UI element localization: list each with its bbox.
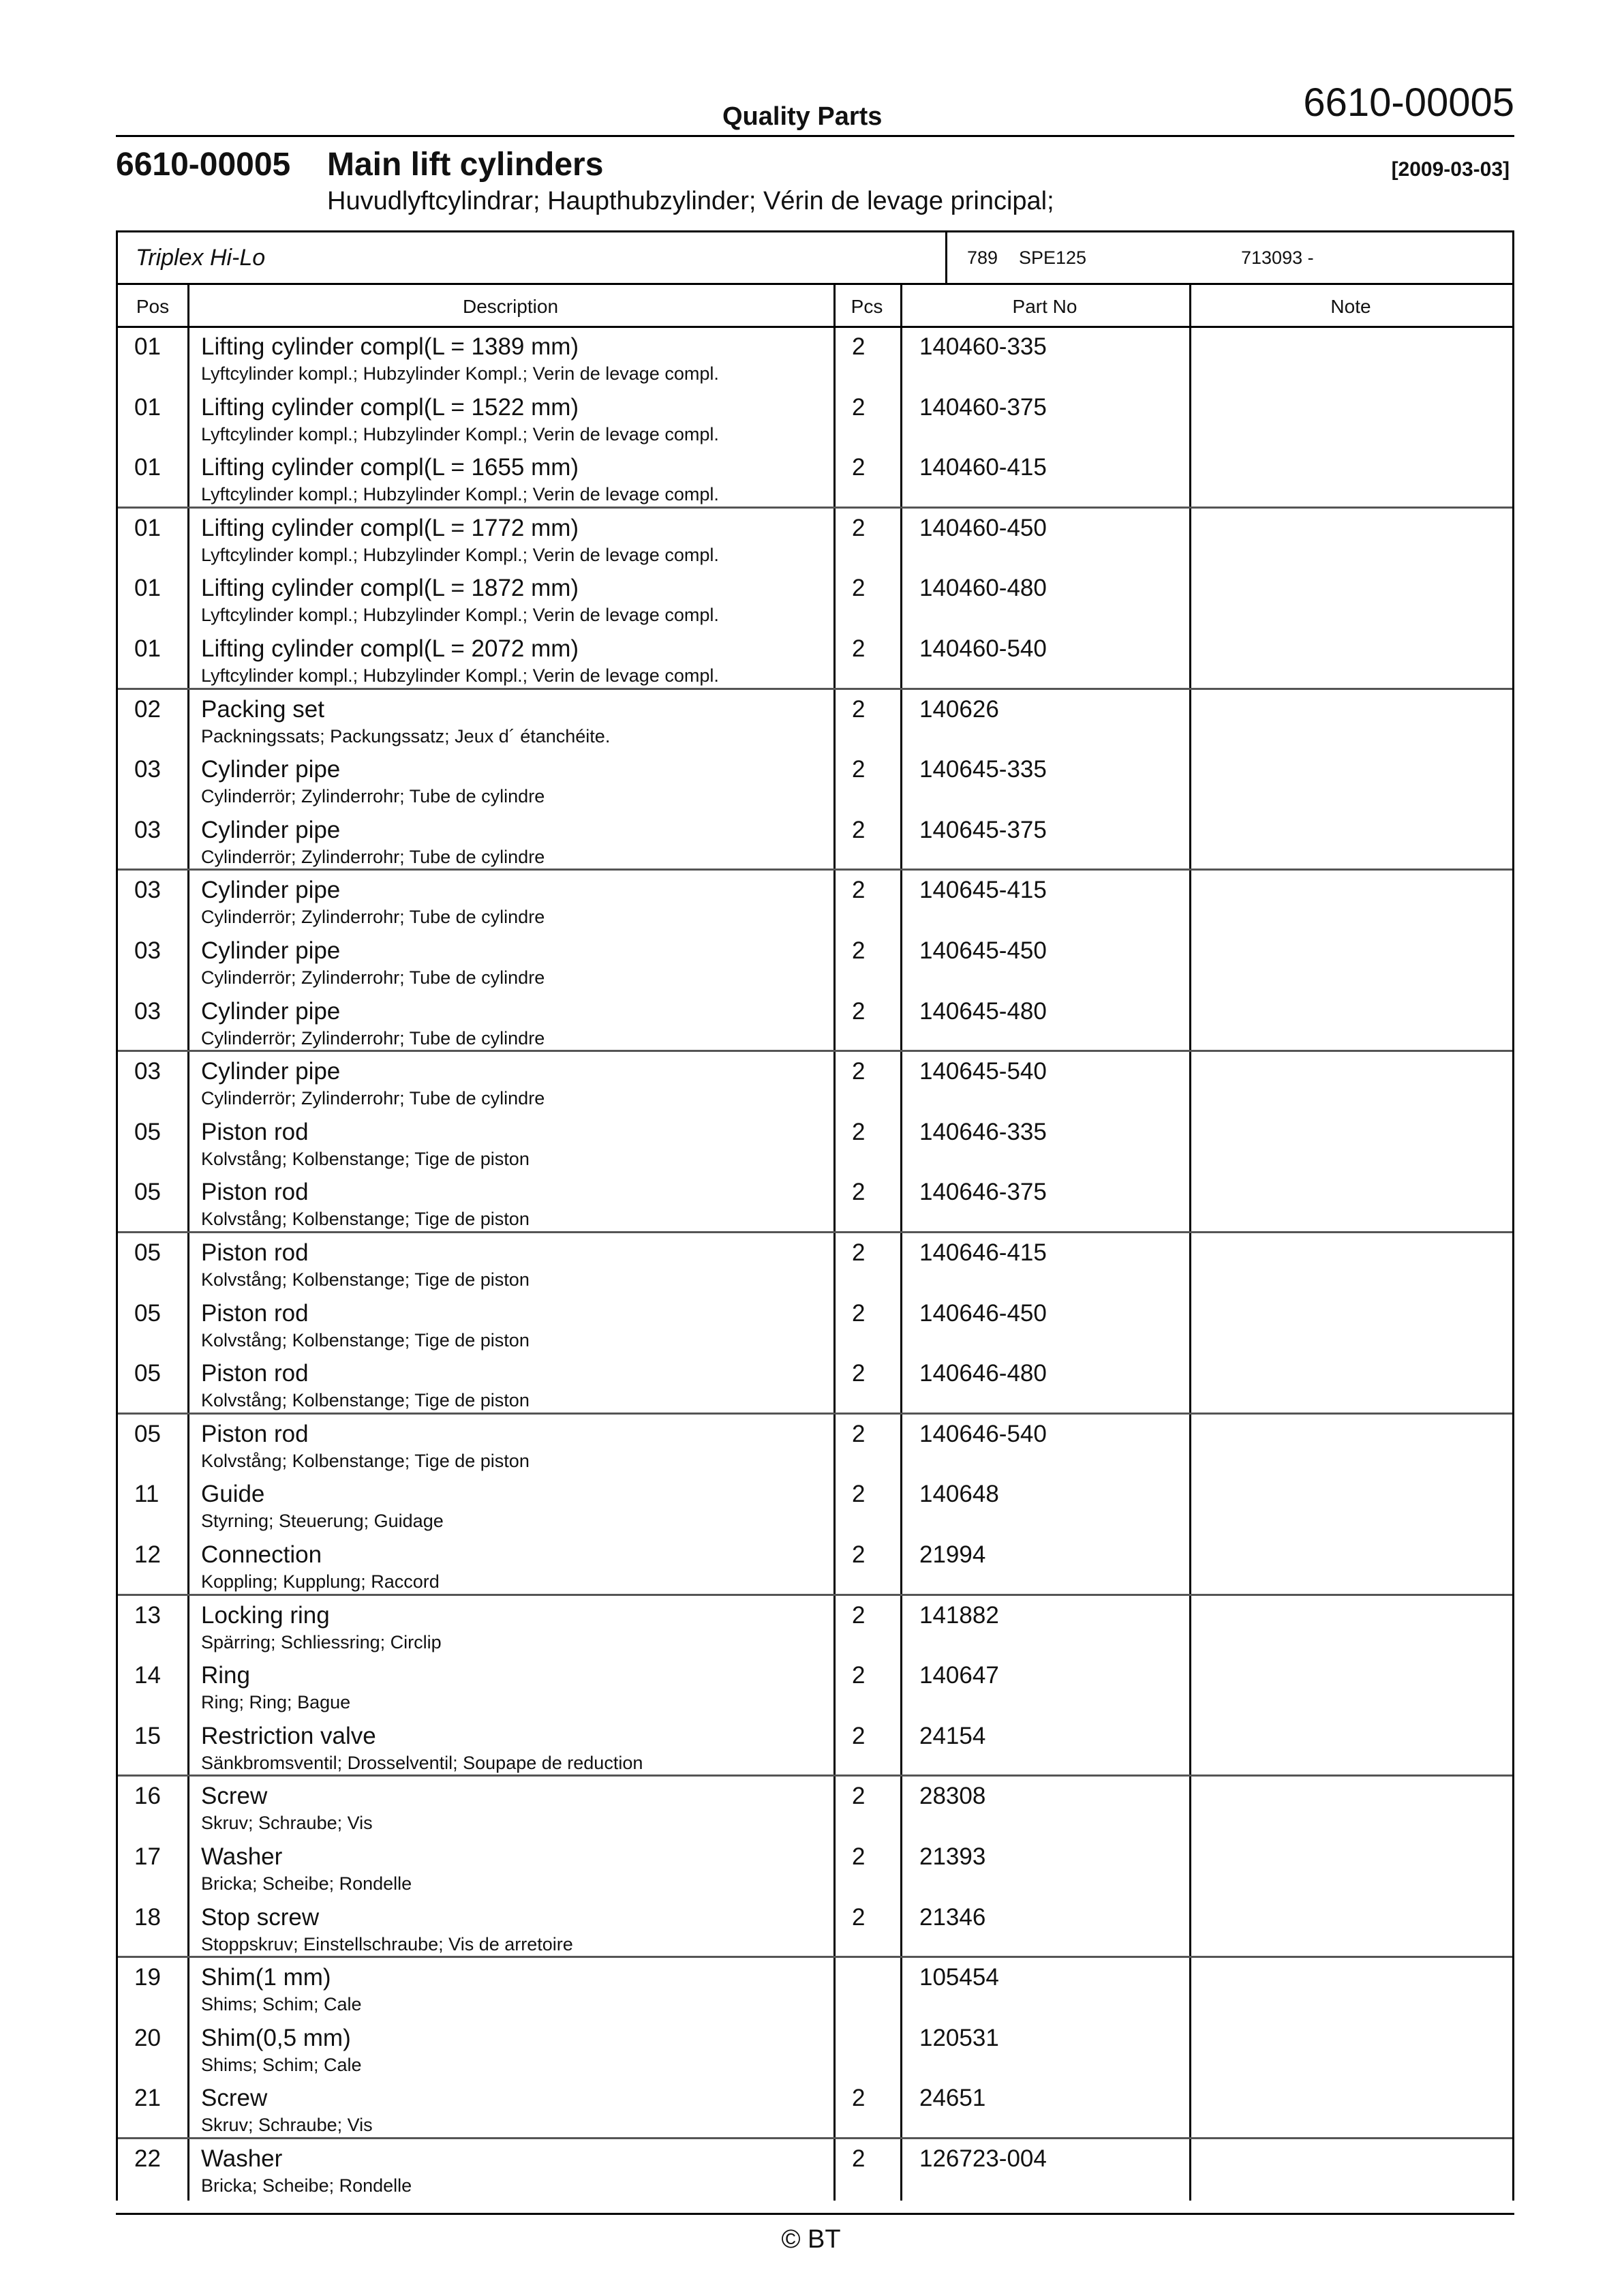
row-pcs: 2 xyxy=(852,937,866,964)
row-pos: 03 xyxy=(134,756,161,783)
row-pos: 01 xyxy=(134,454,161,481)
row-part-no: 140460-480 xyxy=(919,575,1047,602)
row-pos: 19 xyxy=(134,1964,161,1991)
row-pos: 05 xyxy=(134,1239,161,1266)
row-description: Lifting cylinder compl(L = 1655 mm) xyxy=(201,454,579,481)
row-pcs: 2 xyxy=(852,1118,866,1145)
column-header-part-no: Part No xyxy=(1012,296,1077,317)
table-row xyxy=(118,1959,1512,2019)
row-translations: Cylinderrör; Zylinderrohr; Tube de cylindre xyxy=(201,907,545,928)
row-part-no: 140648 xyxy=(919,1481,999,1508)
group-separator xyxy=(118,688,1512,690)
row-pos: 05 xyxy=(134,1360,161,1387)
row-description: Cylinder pipe xyxy=(201,997,341,1025)
table-row xyxy=(118,1838,1512,1899)
row-pcs: 2 xyxy=(852,575,866,602)
row-pcs: 2 xyxy=(852,756,866,783)
table-row xyxy=(118,1415,1512,1476)
row-translations: Shims; Schim; Cale xyxy=(201,2054,362,2075)
row-part-no: 140646-375 xyxy=(919,1179,1047,1206)
row-part-no: 140645-540 xyxy=(919,1058,1047,1085)
row-description: Cylinder pipe xyxy=(201,877,341,904)
header-center: Quality Parts xyxy=(722,102,883,131)
row-part-no: 140646-335 xyxy=(919,1118,1047,1145)
column-header-description: Description xyxy=(462,296,559,317)
row-pos: 03 xyxy=(134,877,161,904)
table-row xyxy=(118,1053,1512,1113)
row-translations: Packningssats; Packungssatz; Jeux d´ étanchéite. xyxy=(201,725,611,746)
row-description: Cylinder pipe xyxy=(201,937,341,964)
row-pcs: 2 xyxy=(852,454,866,481)
row-part-no: 140646-450 xyxy=(919,1299,1047,1327)
row-part-no: 21393 xyxy=(919,1843,986,1870)
section-subtitle: Huvudlyftcylindrar; Haupthubzylinder; Vérin de levage principal; xyxy=(327,187,1054,215)
row-description: Shim(1 mm) xyxy=(201,1964,331,1991)
row-description: Piston rod xyxy=(201,1118,309,1145)
group-separator xyxy=(118,1956,1512,1958)
row-description: Shim(0,5 mm) xyxy=(201,2024,351,2051)
row-part-no: 140645-375 xyxy=(919,816,1047,843)
row-part-no: 28308 xyxy=(919,1783,986,1810)
row-pcs: 2 xyxy=(852,877,866,904)
row-description: Screw xyxy=(201,1783,268,1810)
row-part-no: 140460-450 xyxy=(919,514,1047,541)
row-part-no: 140460-415 xyxy=(919,454,1047,481)
row-translations: Lyftcylinder kompl.; Hubzylinder Kompl.; Verin de levage compl. xyxy=(201,484,719,505)
table-row xyxy=(118,2019,1512,2080)
row-translations: Bricka; Scheibe; Rondelle xyxy=(201,2175,412,2196)
row-pcs: 2 xyxy=(852,1299,866,1327)
row-part-no: 105454 xyxy=(919,1964,999,1991)
model-code-a: 789 xyxy=(967,247,998,268)
row-pcs: 2 xyxy=(852,2085,866,2112)
row-pos: 01 xyxy=(134,333,161,360)
group-separator xyxy=(118,1050,1512,1052)
table-row xyxy=(118,1536,1512,1597)
row-translations: Cylinderrör; Zylinderrohr; Tube de cylindre xyxy=(201,967,545,988)
row-pcs: 2 xyxy=(852,1662,866,1689)
row-pos: 03 xyxy=(134,1058,161,1085)
row-translations: Lyftcylinder kompl.; Hubzylinder Kompl.; Verin de levage compl. xyxy=(201,363,719,384)
row-description: Cylinder pipe xyxy=(201,756,341,783)
table-row xyxy=(118,630,1512,691)
row-part-no: 126723-004 xyxy=(919,2145,1047,2172)
row-part-no: 24154 xyxy=(919,1722,986,1749)
table-row xyxy=(118,1113,1512,1174)
row-pcs: 2 xyxy=(852,1058,866,1085)
row-part-no: 141882 xyxy=(919,1601,999,1629)
row-translations: Cylinderrör; Zylinderrohr; Tube de cylindre xyxy=(201,846,545,867)
table-row xyxy=(118,2140,1512,2201)
row-pcs: 2 xyxy=(852,1179,866,1206)
row-pos: 01 xyxy=(134,635,161,662)
row-part-no: 140460-540 xyxy=(919,635,1047,662)
table-row xyxy=(118,691,1512,751)
row-pos: 17 xyxy=(134,1843,161,1870)
row-translations: Koppling; Kupplung; Raccord xyxy=(201,1571,440,1592)
row-pos: 01 xyxy=(134,575,161,602)
row-part-no: 21994 xyxy=(919,1541,986,1568)
table-row xyxy=(118,328,1512,389)
row-pcs: 2 xyxy=(852,393,866,421)
section-title: Main lift cylinders xyxy=(327,147,604,183)
row-pos: 02 xyxy=(134,695,161,723)
row-description: Restriction valve xyxy=(201,1722,376,1749)
table-row xyxy=(118,751,1512,811)
table-row xyxy=(118,509,1512,570)
row-translations: Kolvstång; Kolbenstange; Tige de piston xyxy=(201,1329,530,1350)
row-translations: Lyftcylinder kompl.; Hubzylinder Kompl.; Verin de levage compl. xyxy=(201,544,719,565)
table-row xyxy=(118,1234,1512,1295)
row-part-no: 21346 xyxy=(919,1903,986,1931)
row-translations: Cylinderrör; Zylinderrohr; Tube de cylindre xyxy=(201,1027,545,1048)
row-pos: 15 xyxy=(134,1722,161,1749)
header-doc-number: 6610-00005 xyxy=(1303,80,1514,125)
row-translations: Cylinderrör; Zylinderrohr; Tube de cylindre xyxy=(201,1088,545,1109)
table-row xyxy=(118,871,1512,932)
model-code-c: 713093 - xyxy=(1241,247,1314,268)
row-translations: Shims; Schim; Cale xyxy=(201,1994,362,2015)
row-pcs: 2 xyxy=(852,514,866,541)
row-part-no: 140646-480 xyxy=(919,1360,1047,1387)
row-description: Connection xyxy=(201,1541,322,1568)
row-translations: Lyftcylinder kompl.; Hubzylinder Kompl.; Verin de levage compl. xyxy=(201,665,719,686)
table-row xyxy=(118,1717,1512,1778)
group-separator xyxy=(118,1413,1512,1415)
row-translations: Lyftcylinder kompl.; Hubzylinder Kompl.; Verin de levage compl. xyxy=(201,423,719,444)
table-row xyxy=(118,1173,1512,1234)
row-description: Screw xyxy=(201,2085,268,2112)
row-pcs: 2 xyxy=(852,333,866,360)
row-translations: Ring; Ring; Bague xyxy=(201,1692,351,1713)
row-pcs: 2 xyxy=(852,816,866,843)
row-part-no: 120531 xyxy=(919,2024,999,2051)
row-description: Lifting cylinder compl(L = 1772 mm) xyxy=(201,514,579,541)
row-translations: Kolvstång; Kolbenstange; Tige de piston xyxy=(201,1390,530,1411)
bottom-rule xyxy=(116,2213,1514,2215)
row-part-no: 140645-335 xyxy=(919,756,1047,783)
table-row xyxy=(118,1899,1512,1959)
row-part-no: 140645-480 xyxy=(919,997,1047,1025)
row-part-no: 140645-415 xyxy=(919,877,1047,904)
row-description: Washer xyxy=(201,1843,283,1870)
row-pos: 16 xyxy=(134,1783,161,1810)
group-separator xyxy=(118,507,1512,509)
section-date: [2009-03-03] xyxy=(1391,158,1510,181)
row-translations: Skruv; Schraube; Vis xyxy=(201,2115,373,2136)
row-translations: Kolvstång; Kolbenstange; Tige de piston xyxy=(201,1269,530,1290)
table-row xyxy=(118,811,1512,872)
row-description: Cylinder pipe xyxy=(201,1058,341,1085)
column-header-pos: Pos xyxy=(136,296,170,317)
row-translations: Kolvstång; Kolbenstange; Tige de piston xyxy=(201,1209,530,1230)
footer-copyright: © BT xyxy=(781,2225,841,2254)
row-description: Lifting cylinder compl(L = 1522 mm) xyxy=(201,393,579,421)
row-translations: Cylinderrör; Zylinderrohr; Tube de cylindre xyxy=(201,786,545,807)
table-row xyxy=(118,1597,1512,1657)
table-row xyxy=(118,1777,1512,1838)
model-divider xyxy=(945,232,947,283)
row-pcs: 2 xyxy=(852,1783,866,1810)
row-description: Washer xyxy=(201,2145,283,2172)
group-separator xyxy=(118,1231,1512,1233)
row-pcs: 2 xyxy=(852,1481,866,1508)
row-part-no: 140646-415 xyxy=(919,1239,1047,1266)
row-pcs: 2 xyxy=(852,1903,866,1931)
row-description: Packing set xyxy=(201,695,324,723)
parts-table xyxy=(116,285,1514,2201)
section-number: 6610-00005 xyxy=(116,147,291,183)
table-row xyxy=(118,1657,1512,1717)
row-description: Lifting cylinder compl(L = 1389 mm) xyxy=(201,333,579,360)
row-description: Piston rod xyxy=(201,1299,309,1327)
row-pcs: 2 xyxy=(852,997,866,1025)
row-pos: 05 xyxy=(134,1179,161,1206)
row-description: Locking ring xyxy=(201,1601,330,1629)
row-description: Piston rod xyxy=(201,1420,309,1447)
table-row xyxy=(118,389,1512,449)
table-row xyxy=(118,993,1512,1053)
row-description: Piston rod xyxy=(201,1239,309,1266)
row-translations: Spärring; Schliessring; Circlip xyxy=(201,1631,442,1652)
row-translations: Sänkbromsventil; Drosselventil; Soupape de reduction xyxy=(201,1752,643,1773)
column-header-pcs: Pcs xyxy=(851,296,883,317)
row-pos: 14 xyxy=(134,1662,161,1689)
row-description: Cylinder pipe xyxy=(201,816,341,843)
row-pcs: 2 xyxy=(852,1722,866,1749)
row-pos: 03 xyxy=(134,997,161,1025)
row-description: Ring xyxy=(201,1662,250,1689)
row-pos: 05 xyxy=(134,1420,161,1447)
row-pcs: 2 xyxy=(852,1239,866,1266)
row-translations: Kolvstång; Kolbenstange; Tige de piston xyxy=(201,1148,530,1169)
model-name: Triplex Hi-Lo xyxy=(136,245,266,271)
column-header-note: Note xyxy=(1330,296,1371,317)
row-part-no: 140460-375 xyxy=(919,393,1047,421)
row-pos: 05 xyxy=(134,1118,161,1145)
row-pos: 13 xyxy=(134,1601,161,1629)
row-description: Guide xyxy=(201,1481,265,1508)
row-pcs: 2 xyxy=(852,1843,866,1870)
group-separator xyxy=(118,2137,1512,2139)
row-translations: Kolvstång; Kolbenstange; Tige de piston xyxy=(201,1450,530,1471)
table-header xyxy=(118,285,1512,328)
row-part-no: 140645-450 xyxy=(919,937,1047,964)
header-rule xyxy=(116,135,1514,137)
row-pcs: 2 xyxy=(852,695,866,723)
row-pos: 03 xyxy=(134,937,161,964)
row-translations: Skruv; Schraube; Vis xyxy=(201,1813,373,1834)
row-translations: Lyftcylinder kompl.; Hubzylinder Kompl.; Verin de levage compl. xyxy=(201,605,719,626)
group-separator xyxy=(118,868,1512,871)
row-translations: Stoppskruv; Einstellschraube; Vis de arretoire xyxy=(201,1933,573,1954)
table-row xyxy=(118,1295,1512,1355)
row-description: Lifting cylinder compl(L = 2072 mm) xyxy=(201,635,579,662)
table-row xyxy=(118,1355,1512,1415)
table-row xyxy=(118,449,1512,509)
row-pcs: 2 xyxy=(852,1360,866,1387)
row-part-no: 140460-335 xyxy=(919,333,1047,360)
row-description: Lifting cylinder compl(L = 1872 mm) xyxy=(201,575,579,602)
row-pos: 18 xyxy=(134,1903,161,1931)
row-pcs: 2 xyxy=(852,1601,866,1629)
row-part-no: 140626 xyxy=(919,695,999,723)
row-description: Piston rod xyxy=(201,1179,309,1206)
group-separator xyxy=(118,1774,1512,1777)
table-row xyxy=(118,932,1512,993)
group-separator xyxy=(118,1594,1512,1596)
table-row xyxy=(118,1475,1512,1536)
row-translations: Bricka; Scheibe; Rondelle xyxy=(201,1873,412,1894)
table-row xyxy=(118,569,1512,630)
table-row xyxy=(118,2079,1512,2140)
row-pos: 12 xyxy=(134,1541,161,1568)
row-pcs: 2 xyxy=(852,1420,866,1447)
row-pos: 22 xyxy=(134,2145,161,2172)
row-pos: 11 xyxy=(134,1481,159,1508)
row-pcs: 2 xyxy=(852,1541,866,1568)
row-description: Stop screw xyxy=(201,1903,320,1931)
row-pcs: 2 xyxy=(852,635,866,662)
row-pos: 21 xyxy=(134,2085,161,2112)
row-pos: 01 xyxy=(134,393,161,421)
model-box xyxy=(116,230,1514,285)
row-pos: 01 xyxy=(134,514,161,541)
row-part-no: 140646-540 xyxy=(919,1420,1047,1447)
row-pcs: 2 xyxy=(852,2145,866,2172)
row-pos: 20 xyxy=(134,2024,161,2051)
row-pos: 03 xyxy=(134,816,161,843)
row-part-no: 24651 xyxy=(919,2085,986,2112)
model-code-b: SPE125 xyxy=(1019,247,1087,268)
row-description: Piston rod xyxy=(201,1360,309,1387)
row-translations: Styrning; Steuerung; Guidage xyxy=(201,1511,444,1532)
row-part-no: 140647 xyxy=(919,1662,999,1689)
row-pos: 05 xyxy=(134,1299,161,1327)
